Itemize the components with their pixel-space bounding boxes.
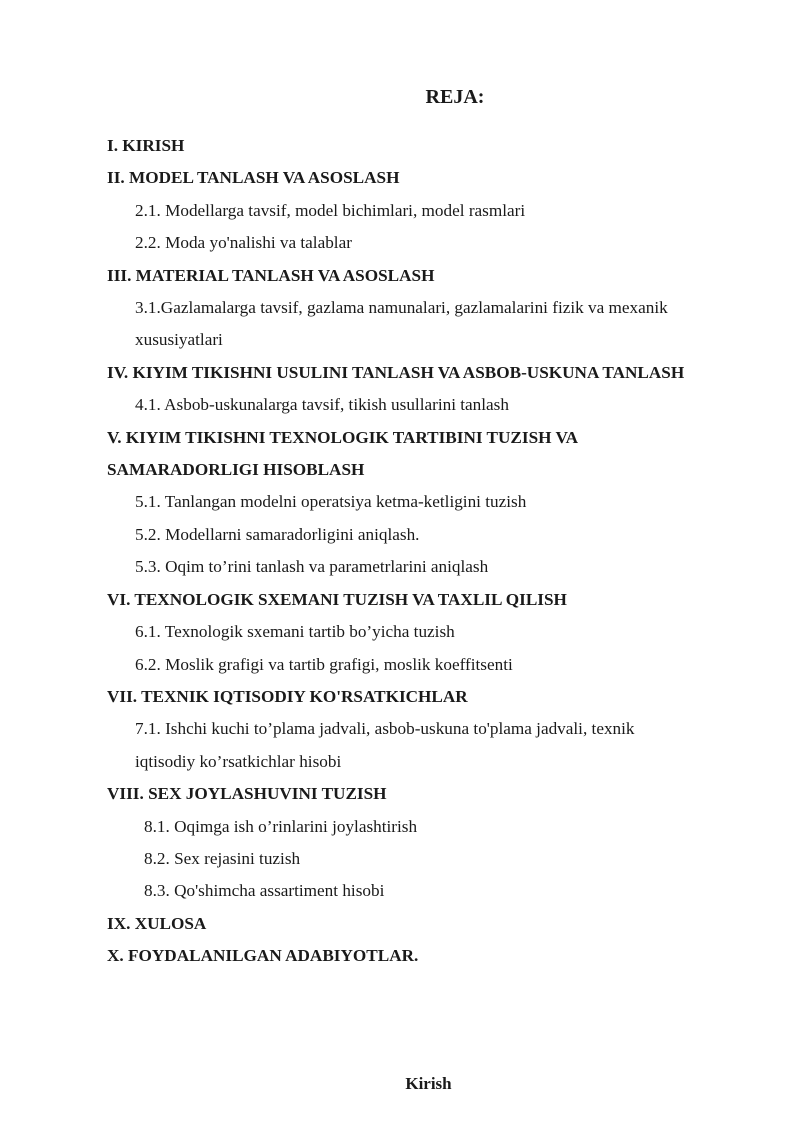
page-title: REJA:	[425, 86, 485, 108]
toc-section-heading: X. FOYDALANILGAN ADABIYOTLAR.	[107, 946, 419, 966]
toc-section-heading: IX. XULOSA	[107, 913, 207, 933]
toc-section-heading: VIII. SEX JOYLASHUVINI TUZISH	[107, 784, 387, 804]
toc-section-heading: SAMARADORLIGI HISOBLASH	[107, 460, 365, 480]
toc-section-heading: II. MODEL TANLASH VA ASOSLASH	[107, 168, 400, 188]
toc-subsection-item: 8.2. Sex rejasini tuzish	[144, 848, 301, 868]
table-of-contents	[107, 130, 767, 973]
toc-section-heading: III. MATERIAL TANLASH VA ASOSLASH	[107, 265, 435, 285]
toc-subsection-item: 5.1. Tanlangan modelni operatsiya ketma-ketligini tuzish	[135, 492, 527, 512]
toc-subsection-item: 5.3. Oqim to’rini tanlash va parametrlarini aniqlash	[135, 557, 489, 577]
section-heading-footer: Kirish	[405, 1074, 452, 1093]
toc-subsection-item: 7.1. Ishchi kuchi to’plama jadvali, asbob-uskuna to'plama jadvali, texnik	[135, 719, 635, 739]
toc-section-heading: VI. TEXNOLOGIK SXEMANI TUZISH VA TAXLIL QILISH	[107, 589, 567, 609]
toc-subsection-item: 2.2. Moda yo'nalishi va talablar	[135, 233, 352, 253]
toc-section-heading: V. KIYIM TIKISHNI TEXNOLOGIK TARTIBINI TUZISH VA	[107, 427, 579, 447]
toc-subsection-item: 8.3. Qo'shimcha assartiment hisobi	[144, 881, 385, 901]
toc-section-heading: IV. KIYIM TIKISHNI USULINI TANLASH VA ASBOB-USKUNA TANLASH	[107, 362, 685, 382]
toc-subsection-item: xususiyatlari	[135, 330, 223, 350]
toc-subsection-item: 4.1. Asbob-uskunalarga tavsif, tikish usullarini tanlash	[135, 395, 509, 415]
toc-subsection-item: iqtisodiy ko’rsatkichlar hisobi	[135, 751, 342, 771]
toc-section-heading: I. KIRISH	[107, 136, 185, 155]
toc-subsection-item: 8.1. Oqimga ish o’rinlarini joylashtirish	[144, 816, 418, 836]
toc-subsection-item: 6.1. Texnologik sxemani tartib bo’yicha tuzish	[135, 622, 455, 642]
toc-subsection-item: 3.1.Gazlamalarga tavsif, gazlama namunalari, gazlamalarini fizik va mexanik	[135, 298, 668, 318]
toc-section-heading: VII. TEXNIK IQTISODIY KO'RSATKICHLAR	[107, 686, 468, 706]
toc-subsection-item: 5.2. Modellarni samaradorligini aniqlash.	[135, 524, 420, 544]
toc-subsection-item: 6.2. Moslik grafigi va tartib grafigi, moslik koeffitsenti	[135, 654, 513, 674]
toc-subsection-item: 2.1. Modellarga tavsif, model bichimlari, model rasmlari	[135, 200, 526, 220]
